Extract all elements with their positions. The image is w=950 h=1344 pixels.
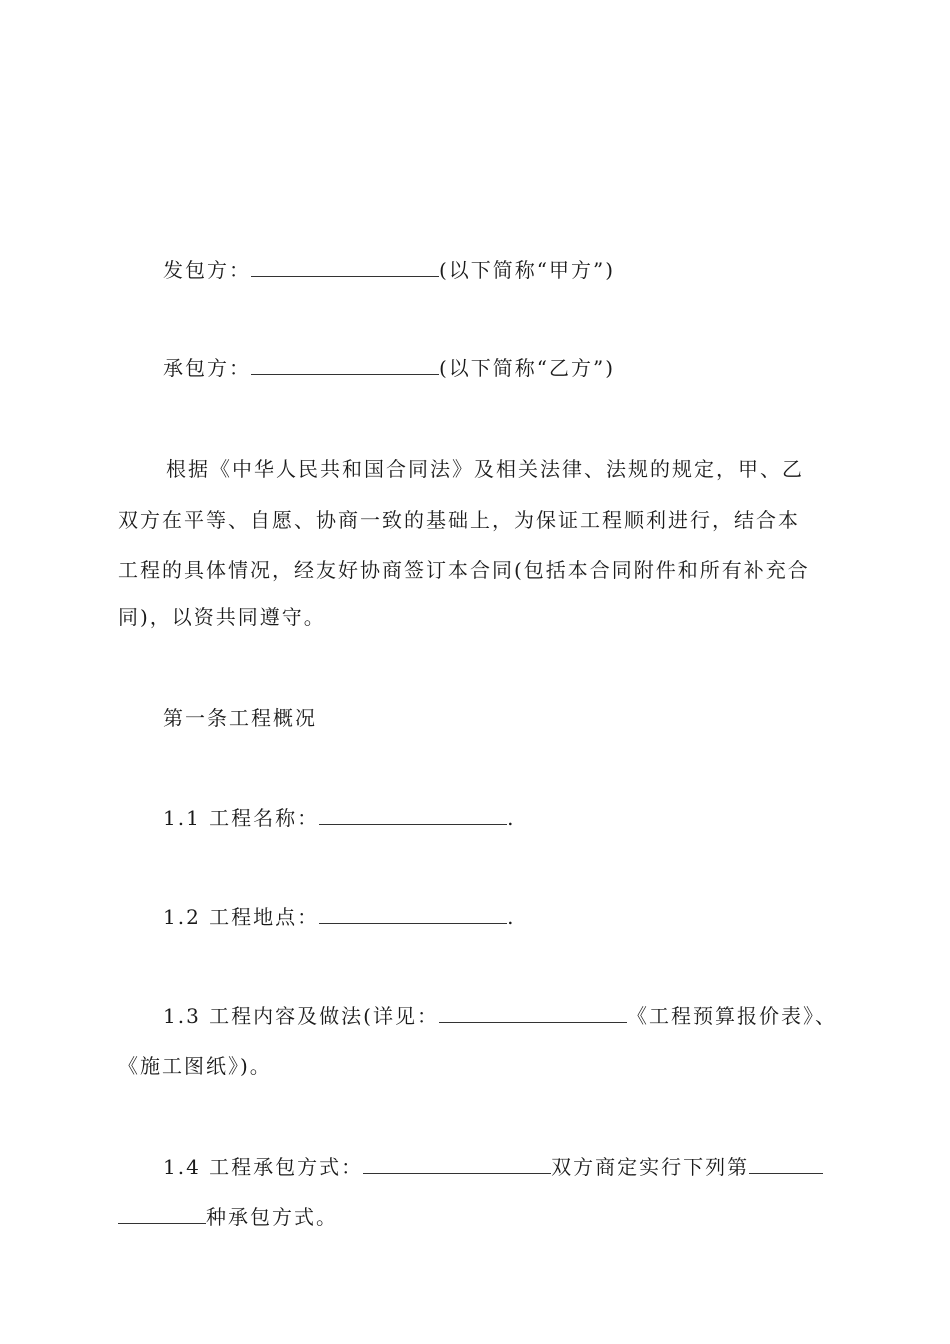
contract-method-blank[interactable] xyxy=(363,1153,551,1174)
item-1-4-label: 1.4 工程承包方式： xyxy=(163,1155,364,1179)
item-1-3-suffix: 《工程预算报价表》、 xyxy=(626,1004,837,1028)
item-1-3-line xyxy=(163,1002,837,1030)
item-1-3-line-2: 《施工图纸》)。 xyxy=(118,1054,272,1078)
preamble-line-4: 同)，以资共同遵守。 xyxy=(118,605,326,629)
method-number-blank-a[interactable] xyxy=(749,1153,823,1174)
item-1-1-label: 1.1 工程名称： xyxy=(163,806,320,830)
party-a-name-blank[interactable] xyxy=(251,256,439,277)
project-content-blank[interactable] xyxy=(439,1002,627,1023)
party-a-line xyxy=(163,256,615,284)
item-1-4-line-2-text: 种承包方式。 xyxy=(206,1205,338,1229)
item-1-2-end: . xyxy=(507,905,516,929)
item-1-2-label: 1.2 工程地点： xyxy=(163,905,320,929)
preamble-line-1: 根据《中华人民共和国合同法》及相关法律、法规的规定，甲、乙 xyxy=(166,457,804,481)
party-b-line xyxy=(163,354,615,382)
item-1-3-label: 1.3 工程内容及做法(详见： xyxy=(163,1004,439,1028)
party-a-label: 发包方： xyxy=(163,258,251,282)
party-b-name-blank[interactable] xyxy=(251,354,439,375)
item-1-4-line-2 xyxy=(118,1203,338,1231)
item-1-1-line xyxy=(163,804,516,832)
item-1-1-end: . xyxy=(507,806,516,830)
project-location-blank[interactable] xyxy=(319,903,507,924)
item-1-4-middle: 双方商定实行下列第 xyxy=(551,1155,750,1179)
project-name-blank[interactable] xyxy=(319,804,507,825)
party-b-label: 承包方： xyxy=(163,356,251,380)
party-b-suffix: (以下简称“乙方”) xyxy=(439,356,616,380)
party-a-suffix: (以下简称“甲方”) xyxy=(439,258,616,282)
preamble-line-2: 双方在平等、自愿、协商一致的基础上，为保证工程顺利进行，结合本 xyxy=(118,508,800,532)
item-1-2-line xyxy=(163,903,516,931)
preamble-line-3: 工程的具体情况，经友好协商签订本合同(包括本合同附件和所有补充合 xyxy=(118,558,810,582)
item-1-4-line xyxy=(163,1153,823,1181)
method-number-blank-b[interactable] xyxy=(118,1203,206,1224)
article-1-title: 第一条工程概况 xyxy=(163,706,317,730)
